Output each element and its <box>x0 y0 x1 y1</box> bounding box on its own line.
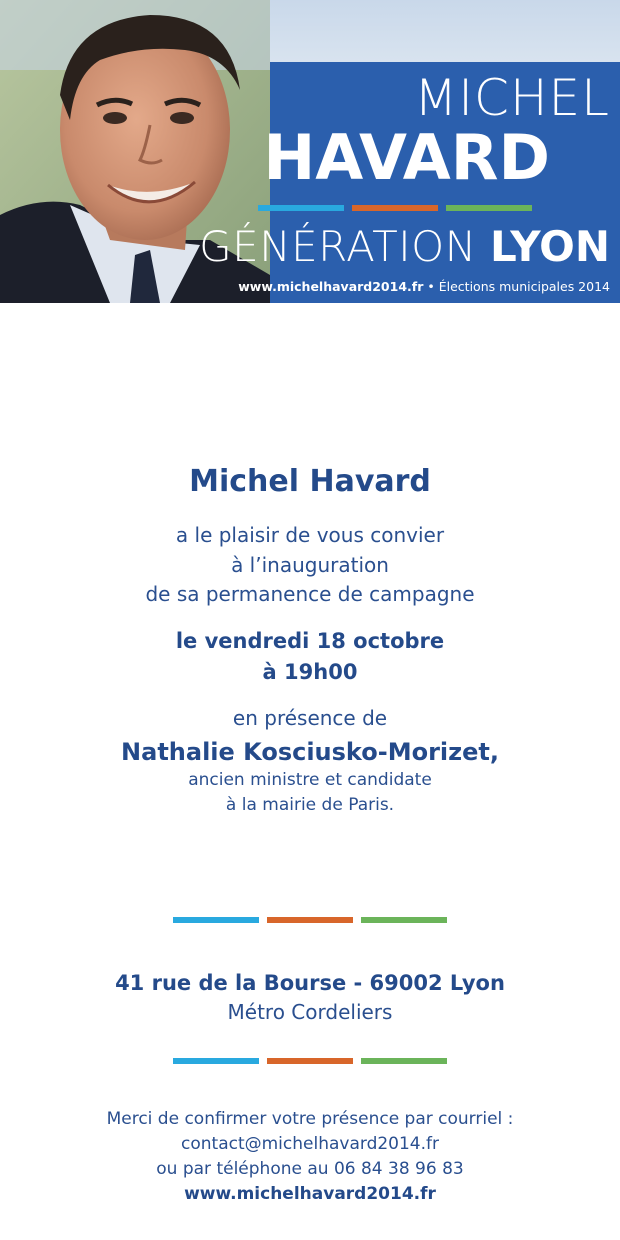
divider-stripes-top <box>173 917 447 923</box>
slogan-word-lyon: LYON <box>490 222 610 271</box>
candidate-first-name: MICHEL <box>414 69 610 127</box>
stripe-green <box>361 1058 447 1064</box>
divider-stripes-bottom <box>173 1058 447 1064</box>
campaign-slogan <box>180 222 610 272</box>
banner-election-label: Élections municipales 2014 <box>438 279 610 294</box>
presence-intro: en présence de <box>232 706 388 730</box>
guest-name: Nathalie Kosciusko-Morizet, <box>121 738 499 766</box>
stripe-orange <box>352 205 438 211</box>
stripe-green <box>446 205 532 211</box>
stripe-orange <box>267 917 353 923</box>
banner-separator: • <box>427 279 435 294</box>
stripe-cyan <box>173 917 259 923</box>
invitation-line-2: à l’inauguration <box>231 553 389 577</box>
banner-footer <box>200 278 610 296</box>
stripe-orange <box>267 1058 353 1064</box>
guest-role-line-1: ancien ministre et candidate <box>188 770 432 790</box>
venue-metro: Métro Cordeliers <box>227 1000 393 1024</box>
event-date: le vendredi 18 octobre <box>175 629 445 653</box>
invitation-line-1: a le plaisir de vous convier <box>175 523 445 547</box>
invitation-line-3: de sa permanence de campagne <box>145 582 475 606</box>
campaign-banner <box>0 0 620 303</box>
guest-role-line-2: à la mairie de Paris. <box>225 795 395 815</box>
host-name: Michel Havard <box>189 464 431 499</box>
banner-color-stripes <box>258 205 532 211</box>
venue-address: 41 rue de la Bourse - 69002 Lyon <box>115 971 505 995</box>
stripe-cyan <box>258 205 344 211</box>
stripe-cyan <box>173 1058 259 1064</box>
banner-website-link[interactable]: www.michelhavard2014.fr <box>238 279 424 294</box>
candidate-last-name: HAVARD <box>263 121 550 194</box>
rsvp-website-link[interactable]: www.michelhavard2014.fr <box>184 1184 436 1204</box>
rsvp-email-link[interactable]: contact@michelhavard2014.fr <box>181 1134 439 1154</box>
event-time: à 19h00 <box>262 660 358 684</box>
rsvp-instruction: Merci de confirmer votre présence par courriel : <box>106 1109 514 1129</box>
slogan-word-generation: GÉNÉRATION <box>199 222 477 271</box>
rsvp-phone: ou par téléphone au 06 84 38 96 83 <box>156 1159 464 1179</box>
stripe-green <box>361 917 447 923</box>
